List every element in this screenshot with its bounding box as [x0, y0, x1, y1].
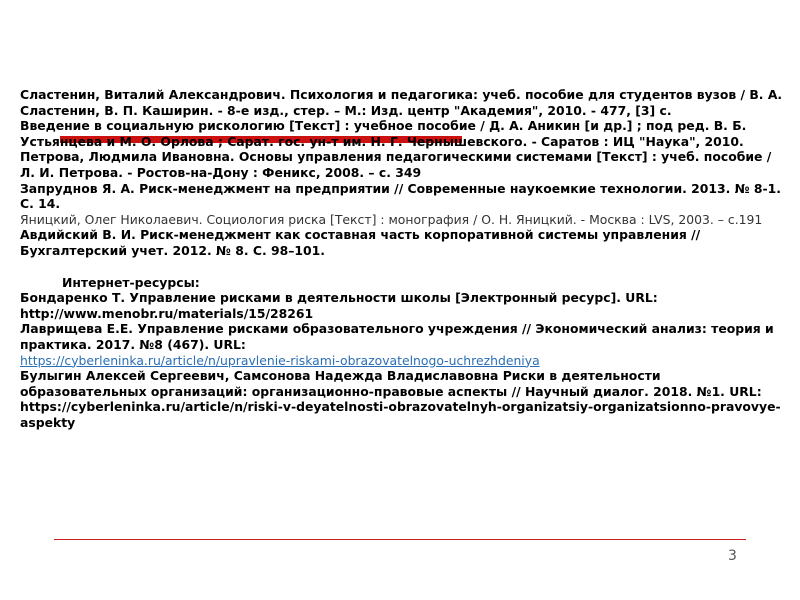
cyberleninka-link[interactable]: https://cyberleninka.ru/article/n/upravlenie-riskami-obrazovatelnogo-uchrezhdeniya	[20, 352, 540, 368]
reference-list	[20, 87, 785, 430]
page-number: 3	[728, 548, 737, 564]
spacer	[20, 259, 785, 275]
reference-item: Яницкий, Олег Николаевич. Социология риска [Текст] : монография / О. Н. Яницкий. - Москва : LVS, 2003. – с.191	[20, 211, 763, 227]
reference-item: Введение в социальную рискологию [Текст] : учебное пособие / Д. А. Аникин [и др.] ; под ред. В. Б. Устьянцева и М. О. Орлова ; Сарат. гос. ун-т им. Н. Г. Чернышевского. - Саратов : ИЦ "Наука", 2010.	[20, 118, 747, 149]
reference-item: Петрова, Людмила Ивановна. Основы управления педагогическими системами [Текст] : учеб. пособие / Л. И. Петрова. - Ростов-на-Дону : Феникс, 2008. – с. 349	[20, 149, 772, 180]
reference-item: Запруднов Я. А. Риск-менеджмент на предприятии // Современные наукоемкие технологии. 2013. № 8-1. С. 14.	[20, 180, 782, 212]
internet-resource-text: Лаврищева Е.Е. Управление рисками образовательного учреждения // Экономический анализ: теория и практика. 2017. №8 (467). URL:	[20, 321, 774, 352]
internet-resource-item: Булыгин Алексей Сергеевич, Самсонова Надежда Владиславовна Риски в деятельности образовательных организаций: организационно-правовые аспекты // Научный диалог. 2018. №1. URL: https://cyberleninka.ru/article/n/riski-v-deyatelnosti-obrazovatelnyh-organizatsiy-organizatsionno-pravovye-aspekty	[20, 368, 781, 430]
footer-divider	[54, 539, 746, 540]
internet-resources-heading: Интернет-ресурсы:	[62, 274, 200, 290]
internet-resource-item: Бондаренко Т. Управление рисками в деятельности школы [Электронный ресурс]. URL: http://www.menobr.ru/materials/15/28261	[20, 290, 658, 321]
internet-resource-item	[20, 321, 785, 368]
reference-item: Авдийский В. И. Риск-менеджмент как составная часть корпоративной системы управления // Бухгалтерский учет. 2012. № 8. С. 98–101.	[20, 227, 701, 258]
reference-item: Сластенин, Виталий Александрович. Психология и педагогика: учеб. пособие для студентов вузов / В. А. Сластенин, В. П. Каширин. - 8-е изд., стер. – М.: Изд. центр "Академия", 2010. - 477, [3] с.	[20, 87, 783, 118]
